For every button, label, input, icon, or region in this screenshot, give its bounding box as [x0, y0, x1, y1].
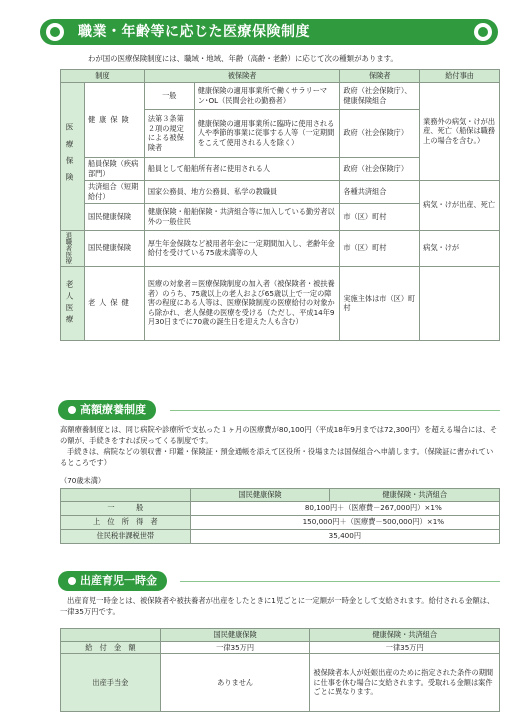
row-value-kyufu-kenpo: 一律35万円 [310, 641, 500, 654]
col-header-kokuho: 国民健康保険 [190, 489, 330, 502]
system-rojin: 老人保健 [84, 266, 144, 340]
group-label-taishoku [61, 230, 85, 266]
insured-hou3: 健康保険の適用事業所に臨時に使用される人や季節的事業に従事する人等（一定期間をこえて使用される人を除く） [194, 109, 340, 157]
insurer-taishoku: 市（区）町村 [340, 230, 420, 266]
system-kyosai: 共済組合（短期給付） [84, 180, 144, 203]
shussan-table [60, 628, 500, 712]
row-value-ippan: 80,100円＋（医療費－267,000円）×1% [190, 501, 499, 515]
group-label-text: 退職者医療 [64, 232, 73, 264]
section-divider [180, 581, 500, 582]
row-value-joui: 150,000円＋（医療費－500,000円）×1% [190, 515, 499, 529]
insured-kyosai: 国家公務員、地方公務員、私学の教職員 [144, 180, 339, 203]
benefit-reason-1: 業務外の病気・けが出産、死亡（船保は職務上の場合を含む。） [420, 82, 500, 180]
system-kokuho: 国民健康保険 [84, 203, 144, 230]
row-label-joui: 上 位 所 得 者 [61, 515, 191, 529]
group-label-text: 医療保険 [65, 122, 75, 190]
insurance-system-table [60, 69, 500, 341]
col-header-blank [61, 629, 161, 642]
title-banner [40, 19, 498, 45]
section-header-shussan [58, 571, 167, 591]
section-divider [170, 410, 500, 411]
age-note: （70歳未満） [60, 476, 106, 485]
benefit-reason-3: 病気・けが [420, 230, 500, 266]
insured-senin: 船員として船舶所有者に使用される人 [144, 157, 339, 180]
system-taishoku: 国民健康保険 [84, 230, 144, 266]
insured-rojin: 医療の対象者＝医療保険制度の加入者（被保険者・被扶養者）のうち、75歳以上の老人および65歳以上で一定の障害の程度にある人等は、医療保険制度の医療給付の対象から除かれ、老人保健の医療を受ける（ただし、平成14年9月30日までに70歳の誕生日を迎えた人も含む） [144, 266, 339, 340]
col-header-kokuho: 国民健康保険 [160, 629, 310, 642]
section-header-kogaku [58, 400, 156, 420]
insured-ippan: 健康保険の適用事業所で働くサラリーマン･OL（民間会社の勤務者） [194, 82, 340, 109]
row-value-kyufu-kokuho: 一律35万円 [160, 641, 310, 654]
system-senin-hoken: 船員保険（疾病部門） [84, 157, 144, 180]
group-label-rojin [61, 266, 85, 340]
circle-bullet-icon [46, 23, 64, 41]
insurer-kokuho: 市（区）町村 [340, 203, 420, 230]
col-header-insured: 被保険者 [144, 70, 339, 83]
col-header-blank [61, 489, 191, 502]
col-header-kenpo: 健康保険・共済組合 [330, 489, 500, 502]
row-label-teate: 出産手当金 [61, 654, 161, 712]
row-label-ippan: 一 般 [61, 501, 191, 515]
group-label-text: 老人医療 [65, 279, 75, 327]
col-header-system: 制度 [61, 70, 145, 83]
kogaku-paragraph-1: 高額療養制度とは、同じ病院や診療所で支払った１ヶ月の医療費が80,100円（平成18年9月までは72,300円）を超える場合には、その額が、手続きをすれば戻ってくる制度です。 [60, 425, 498, 445]
subtype-hou3: 法第３条第２項の規定による被保険者 [144, 109, 194, 157]
shussan-paragraph: 出産育児一時金とは、被保険者や被扶養者が出産をしたときに1児ごとに一定額が一時金として支給されます。給付される金額は、一律35万円です。 [60, 596, 495, 616]
subtype-ippan: 一般 [144, 82, 194, 109]
row-value-teate-kokuho: ありません [160, 654, 310, 712]
intro-text: わが国の医療保険制度には、職域・地域、年齢（高齢・老齢）に応じて次の種類があります。 [88, 54, 398, 63]
insurer-kyosai: 各種共済組合 [340, 180, 420, 203]
row-label-hikazei: 住民税非課税世帯 [61, 529, 191, 543]
circle-bullet-icon [68, 577, 76, 585]
benefit-reason-4 [420, 266, 500, 340]
page-title: 職業・年齢等に応じた医療保険制度 [78, 24, 310, 40]
section-title: 高額療養制度 [80, 403, 146, 416]
insurer-rojin: 実施主体は市（区）町村 [340, 266, 420, 340]
insurer-senin: 政府（社会保険庁） [340, 157, 420, 180]
benefit-reason-2: 病気・けが出産、死亡 [420, 180, 500, 230]
circle-bullet-icon [474, 23, 492, 41]
insurer-ippan: 政府（社会保険庁）、健康保険組合 [340, 82, 420, 109]
col-header-insurer: 保険者 [340, 70, 420, 83]
row-label-kyufu: 給 付 金 額 [61, 641, 161, 654]
circle-bullet-icon [68, 406, 76, 414]
col-header-benefit: 給付事由 [420, 70, 500, 83]
group-label-medical-insurance [61, 82, 85, 230]
system-kenko-hoken: 健康保険 [84, 82, 144, 157]
col-header-kenpo: 健康保険・共済組合 [310, 629, 500, 642]
section-title: 出産育児一時金 [80, 574, 157, 587]
insured-kokuho: 健康保険・船舶保険・共済組合等に加入している勤労者以外の一般住民 [144, 203, 339, 230]
kogaku-table [60, 488, 500, 544]
insurer-hou3: 政府（社会保険庁） [340, 109, 420, 157]
row-value-teate-kenpo: 被保険者本人が妊娠出産のために指定された条件の期間に仕事を休む場合に支給されます。受取れる金額は案件ごとに異なります。 [310, 654, 500, 712]
kogaku-paragraph-2: 手続きは、病院などの領収書・印鑑・保険証・預金通帳を添えて区役所・役場または国保組合へ申請します。（保険証に書かれているところです） [60, 447, 494, 467]
insured-taishoku: 厚生年金保険など被用者年金に一定期間加入し、老齢年金給付を受けている75歳未満等の人 [144, 230, 339, 266]
row-value-hikazei: 35,400円 [190, 529, 499, 543]
